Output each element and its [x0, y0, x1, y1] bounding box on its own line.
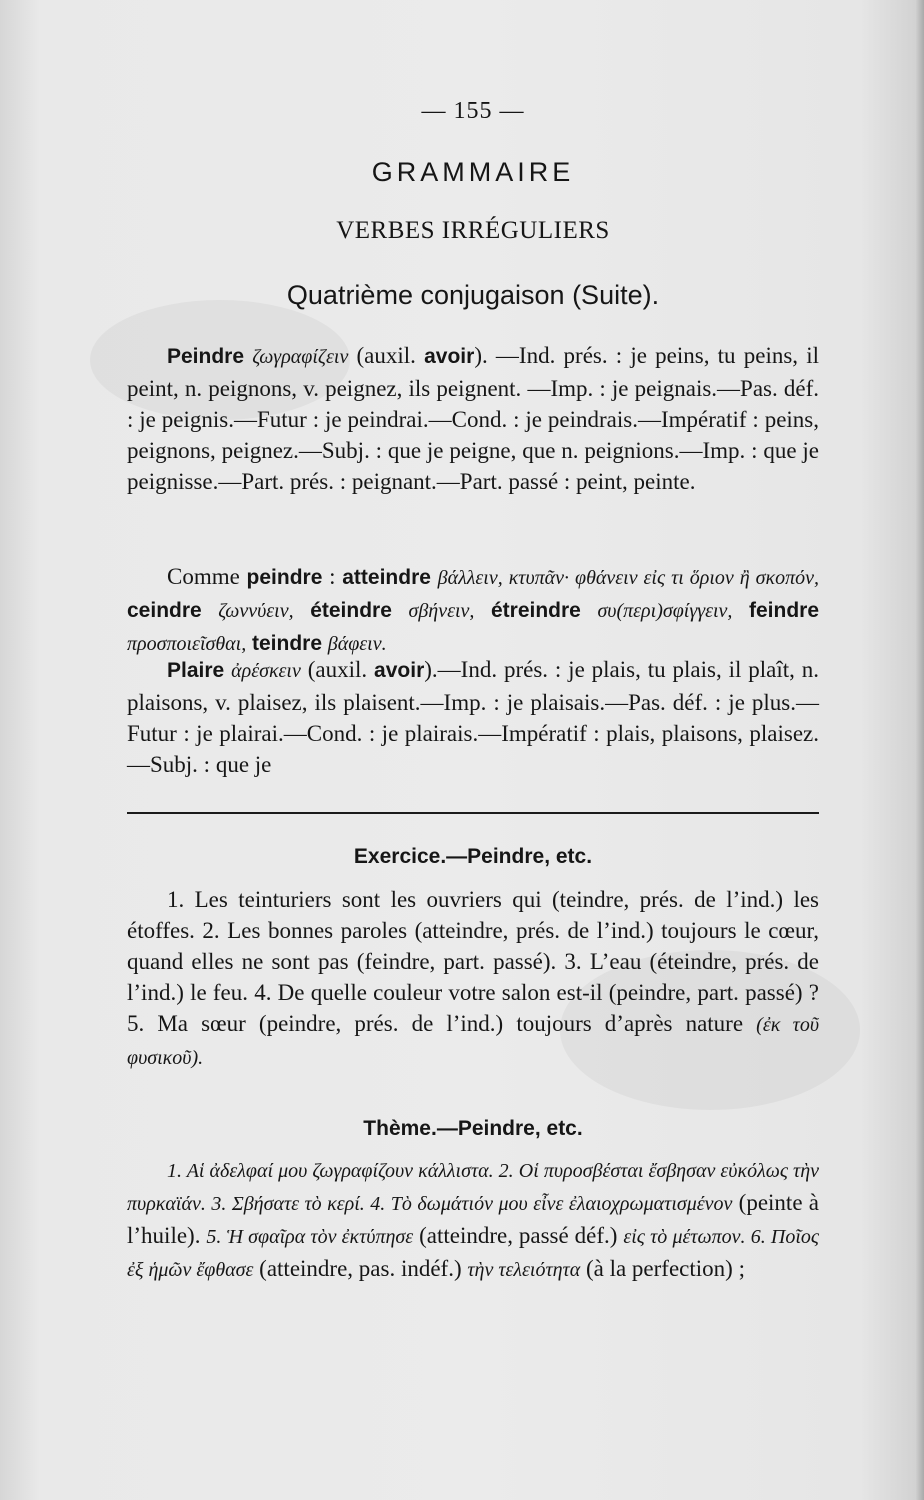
verb-keyword: atteindre: [342, 566, 431, 589]
greek-sentences: 1. Αἱ ἀδελφαί μου ζωγραφίζουν κάλλιστα. 2. Οἱ πυροσβέσται ἔσβησαν εὐκόλως τὴν πυρκαϊάν. 3. Σβήσατε τὸ κερί. 4. Τὸ δωμάτιόν μου εἶνε ἐλαιοχρωματισμένον: [127, 1160, 819, 1215]
exercise-text: 1. Les teinturiers sont les ouvriers qui (teindre, prés. de l’ind.) les étoffes. 2. Les bonnes paroles (atteindre, prés. de l’ind.) toujours le cœur, quand elles ne sont pas (feindre, part. passé). 3. L’eau (éteindre, prés. de l’ind.) le feu. 4. De quelle couleur votre salon est-il (peindre, part. passé) ? 5. Ma sœur (peindre, prés. de l’ind.) toujours d’après nature: [127, 887, 819, 1036]
exercise-paragraph: [127, 884, 819, 1074]
separator: :: [322, 564, 343, 589]
greek-translation: βάλλειν, κτυπᾶν· φθάνειν εἰς τι ὅριον ἢ σκοπόν,: [437, 567, 819, 589]
greek-translation: ζωννύειν,: [218, 600, 294, 622]
verb-keyword: Plaire: [167, 659, 225, 682]
greek-sentences: εἰς τὸ μέτωπον. 6. Ποῖος ἐξ ἡμῶν ἔφθασε: [127, 1226, 820, 1281]
greek-translation: ἀρέσκειν: [231, 660, 301, 682]
exercise-title: Exercice.—Peindre, etc.: [353, 845, 593, 868]
page-number: — 155 —: [421, 98, 525, 124]
conjugation-text: ). —Ind. prés. : je peins, tu peins, il peint, n. peignons, v. peignez, ils peignent. —Imp. : je peignais.—Pas. déf. : je peignis.—Futur : je peindrai.—Cond. : je peindrais.—Impératif : peins, peignons, peignez.—Subj. : que je peigne, que n. peignions.—Imp. : que je peignisse.—Part. prés. : peignant.—Part. passé : peint, peinte.: [127, 343, 820, 494]
page-edge: [916, 0, 924, 1500]
plaire-paragraph: [127, 654, 819, 780]
page-title: GRAMMAIRE: [371, 157, 575, 187]
greek-sentences: 5. Ἡ σφαῖρα τὸν ἐκτύπησε: [206, 1226, 414, 1248]
section-divider: [127, 812, 819, 814]
greek-translation: ζωγραφίζειν: [252, 346, 349, 368]
verb-keyword: éteindre: [310, 599, 392, 622]
aux-open: (auxil.: [348, 343, 425, 368]
conjugation-text: ).—Ind. prés. : je plais, tu plais, il plaît, n. plaisons, v. plaisez, ils plaisent.—Imp. : je plaisais.—Pas. déf. : je plus.—Futur : je plairai.—Cond. : je plairais.—Impératif : plais, plaisons, plaisez.—Subj. : que je: [127, 657, 819, 777]
verb-keyword: peindre: [246, 566, 323, 589]
greek-translation: βάφειν.: [327, 633, 387, 655]
aux-keyword: avoir: [424, 345, 475, 368]
french-gloss: (atteindre, pas. indéf.): [253, 1256, 468, 1281]
greek-translation: σβήνειν,: [408, 600, 475, 622]
verb-keyword: étreindre: [490, 599, 581, 622]
aux-open: (auxil.: [300, 657, 375, 682]
verb-keyword: ceindre: [127, 599, 202, 622]
greek-translation: (ἐκ τοῦ φυσικοῦ).: [127, 1014, 819, 1069]
comme-intro: Comme: [167, 564, 247, 589]
verb-keyword: Peindre: [167, 345, 245, 368]
greek-translation: προσποιεῖσθαι,: [127, 633, 247, 655]
chapter-subtitle: VERBES IRRÉGULIERS: [336, 217, 610, 244]
french-gloss: (atteindre, passé déf.): [413, 1223, 624, 1248]
french-gloss: (peinte à l’huile).: [127, 1190, 819, 1248]
comme-paragraph: [127, 561, 819, 660]
greek-translation: συ(περι)σφίγγειν,: [597, 600, 733, 622]
section-title: Quatrième conjugaison (Suite).: [286, 280, 660, 310]
verb-keyword: feindre: [749, 599, 820, 622]
aux-keyword: avoir: [374, 659, 425, 682]
theme-title: Thème.—Peindre, etc.: [363, 1117, 583, 1140]
verb-keyword: teindre: [252, 632, 323, 655]
greek-sentences: τὴν τελειότητα: [467, 1259, 581, 1281]
theme-paragraph: [127, 1154, 819, 1286]
french-gloss: (à la perfection) ;: [580, 1256, 745, 1281]
peindre-paragraph: [127, 340, 819, 497]
